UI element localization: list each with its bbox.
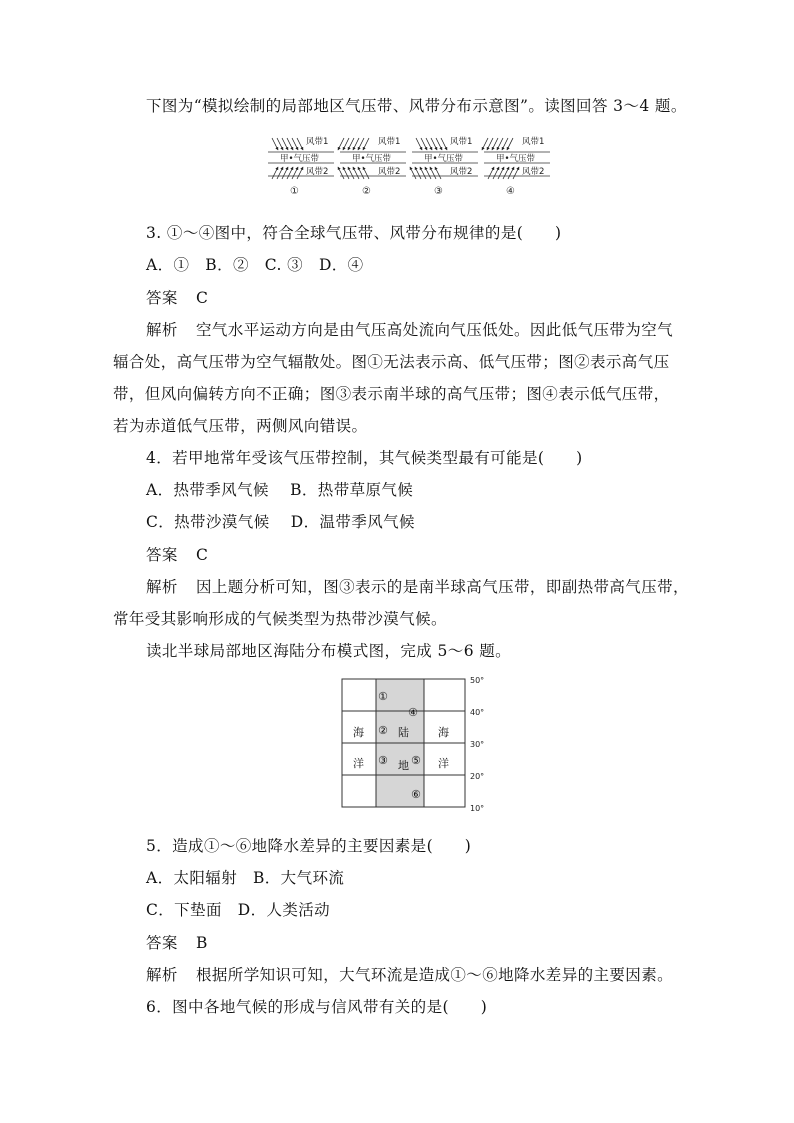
pressure-wind-belt-figure — [264, 130, 564, 210]
wind-arrow — [493, 167, 499, 179]
wind-arrow — [287, 167, 293, 179]
wind-arrow — [272, 138, 278, 150]
analysis-label: 解析 — [146, 578, 178, 596]
wind-arrow — [348, 138, 354, 150]
answer-value: C — [196, 546, 209, 564]
wind-arrow — [430, 167, 436, 179]
belt-panel-4 — [482, 136, 550, 197]
q3-stem: 3. ①～④图中，符合全球气压带、风带分布规律的是( ) — [146, 224, 562, 242]
wind-arrow — [436, 138, 442, 150]
wind-arrow — [358, 167, 364, 179]
wind-arrow — [358, 138, 364, 150]
q4-options-row-2: C．热带沙漠气候 D．温带季风气候 — [146, 513, 415, 531]
wind-arrow — [425, 167, 431, 179]
point-2: ② — [378, 724, 388, 737]
panel-number-label: ① — [290, 186, 299, 197]
answer-value: C — [196, 289, 209, 307]
wind-arrow — [282, 167, 288, 179]
wind-arrow — [507, 138, 513, 150]
wind-arrow — [297, 167, 303, 179]
wind-arrow — [487, 138, 493, 150]
q5-analysis: 解析 根据所学知识可知，大气环流是造成①～⑥地降水差异的主要因素。 — [146, 966, 674, 984]
wind-arrow — [435, 167, 441, 179]
wind-arrow — [343, 138, 349, 150]
q3-analysis-line-4: 若为赤道低气压带，两侧风向错误。 — [113, 417, 368, 435]
wind-arrow — [431, 138, 437, 150]
wind-arrow — [508, 167, 514, 179]
q3-analysis-line-1: 解析 空气水平运动方向是由气压高处流向气压低处。因此低气压带为空气 — [146, 321, 674, 339]
wind-arrow — [338, 167, 344, 179]
wind-arrow — [492, 138, 498, 150]
belt-panel-1 — [268, 136, 334, 197]
sea-right-top: 海 — [438, 726, 449, 739]
wind-arrow — [503, 167, 509, 179]
q5-answer-row — [146, 933, 208, 953]
answer-value: B — [196, 934, 208, 952]
wind-arrow — [482, 138, 488, 150]
wind-belt-2-label: 风带2 — [450, 167, 473, 177]
wind-arrow — [287, 138, 293, 150]
q6-stem: 6．图中各地气候的形成与信风带有关的是( ) — [146, 998, 488, 1016]
point-4: ④ — [408, 706, 418, 719]
wind-belt-1-label: 风带1 — [522, 137, 545, 147]
wind-belt-2-label: 风带2 — [306, 167, 329, 177]
sea-left-top: 海 — [353, 726, 364, 739]
point-6: ⑥ — [411, 788, 421, 801]
wind-arrow — [282, 138, 288, 150]
wind-arrow — [353, 138, 359, 150]
sea-right-bottom: 洋 — [438, 757, 449, 770]
q5-stem: 5．造成①～⑥地降水差异的主要因素是( ) — [146, 837, 472, 855]
wind-arrow — [297, 138, 303, 150]
wind-arrow — [292, 167, 298, 179]
wind-arrow — [292, 138, 298, 150]
point-5: ⑤ — [411, 754, 421, 767]
wind-arrow — [502, 138, 508, 150]
q5-options-row-2: C．下垫面 D．人类活动 — [146, 901, 331, 919]
lat-label-10: 10° — [470, 804, 485, 813]
panel-number-label: ④ — [506, 186, 515, 197]
wind-arrow — [277, 138, 283, 150]
wind-arrow — [420, 167, 426, 179]
wind-arrow — [348, 167, 354, 179]
lat-label-50: 50° — [470, 676, 485, 685]
belt-panel-2 — [338, 136, 406, 197]
q4-options-row-1: A．热带季风气候 B．热带草原气候 — [146, 481, 414, 499]
intro-text-1: 下图为“模拟绘制的局部地区气压带、风带分布示意图”。读图回答 3～4 题。 — [146, 97, 687, 115]
q3-answer-row — [146, 288, 208, 308]
panel-number-label: ③ — [434, 186, 443, 197]
land-bottom: 地 — [398, 759, 409, 772]
wind-belt-1-label: 风带1 — [450, 137, 473, 147]
wind-belt-2-label: 风带2 — [378, 167, 401, 177]
q5-options-row-1: A．太阳辐射 B．大气环流 — [146, 869, 345, 887]
analysis-label: 解析 — [146, 321, 178, 339]
land-sea-grid-figure — [338, 674, 498, 814]
point-3: ③ — [378, 754, 388, 767]
sea-left-bottom: 洋 — [353, 757, 364, 770]
belt-panel-3 — [410, 136, 478, 197]
answer-label: 答案 — [146, 289, 178, 307]
wind-arrow — [338, 138, 344, 150]
wind-arrow — [513, 167, 519, 179]
pressure-belt-label: 甲•气压带 — [352, 154, 392, 164]
wind-arrow — [426, 138, 432, 150]
point-1: ① — [378, 690, 388, 703]
q4-answer-row — [146, 545, 208, 565]
panel-number-label: ② — [362, 186, 371, 197]
wind-belt-2-label: 风带2 — [522, 167, 545, 177]
wind-arrow — [363, 167, 369, 179]
wind-belt-1-label: 风带1 — [306, 137, 329, 147]
wind-belt-1-label: 风带1 — [378, 137, 401, 147]
q4-analysis-line-1: 解析 因上题分析可知，图③表示的是南半球高气压带，即副热带高气压带， — [146, 578, 689, 596]
q4-stem: 4．若甲地常年受该气压带控制，其气候类型最有可能是( ) — [146, 449, 583, 467]
wind-arrow — [488, 167, 494, 179]
wind-arrow — [410, 167, 416, 179]
q4-analysis-line-2: 常年受其影响形成的气候类型为热带沙漠气候。 — [113, 610, 447, 628]
land-top: 陆 — [398, 726, 409, 739]
pressure-belt-label: 甲•气压带 — [496, 154, 536, 164]
wind-arrow — [363, 138, 369, 150]
analysis-label: 解析 — [146, 966, 178, 984]
wind-arrow — [498, 167, 504, 179]
wind-arrow — [416, 138, 422, 150]
lat-label-40: 40° — [470, 708, 485, 717]
wind-arrow — [441, 138, 447, 150]
pressure-belt-label: 甲•气压带 — [424, 154, 464, 164]
q3-analysis-line-2: 辐合处，高气压带为空气辐散处。图①无法表示高、低气压带；图②表示高气压 — [113, 353, 670, 371]
q3-options: A．① B．② C. ③ D．④ — [146, 256, 364, 274]
wind-arrow — [277, 167, 283, 179]
q3-analysis-line-3: 带，但风向偏转方向不正确；图③表示南半球的高气压带；图④表示低气压带， — [113, 385, 670, 403]
wind-arrow — [272, 167, 278, 179]
wind-arrow — [343, 167, 349, 179]
answer-label: 答案 — [146, 934, 178, 952]
lat-label-30: 30° — [470, 740, 485, 749]
wind-arrow — [353, 167, 359, 179]
intro-text-2: 读北半球局部地区海陆分布模式图，完成 5～6 题。 — [146, 642, 512, 660]
lat-label-20: 20° — [470, 772, 485, 781]
pressure-belt-label: 甲•气压带 — [280, 154, 320, 164]
answer-label: 答案 — [146, 546, 178, 564]
wind-arrow — [497, 138, 503, 150]
wind-arrow — [421, 138, 427, 150]
wind-arrow — [415, 167, 421, 179]
